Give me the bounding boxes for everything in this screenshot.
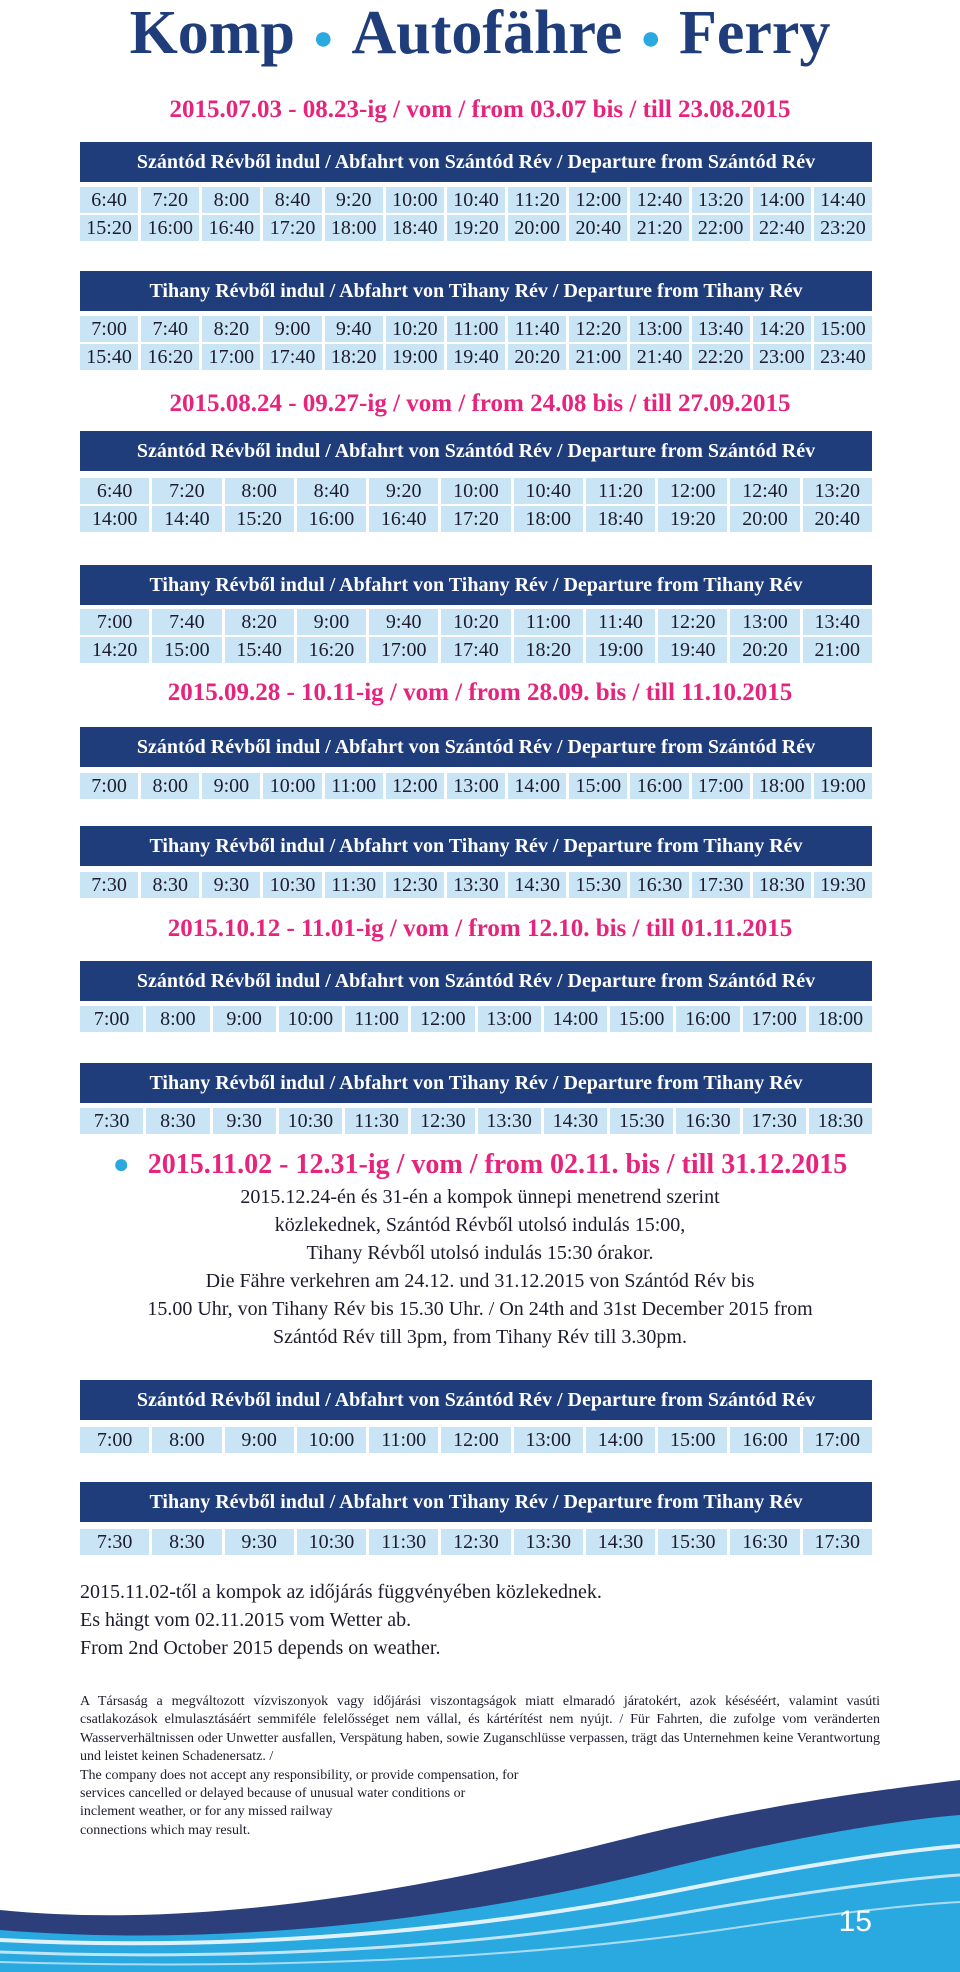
- departure-time-cell: 10:30: [263, 872, 321, 898]
- departure-time-cell: 12:00: [386, 773, 444, 799]
- departure-time-cell: 8:40: [263, 187, 321, 213]
- departure-time-cell: 8:00: [152, 1427, 221, 1453]
- departure-time-cell: 9:30: [225, 1529, 294, 1555]
- departure-time-cell: 8:30: [152, 1529, 221, 1555]
- departure-time-cell: 18:00: [325, 215, 383, 241]
- departure-time-cell: 7:40: [141, 316, 199, 342]
- departure-time-cell: 21:00: [803, 637, 872, 663]
- departure-time-cell: 7:00: [80, 316, 138, 342]
- departure-time-cell: 16:20: [297, 637, 366, 663]
- departure-time-cell: 17:30: [743, 1108, 806, 1134]
- departure-time-cell: 7:30: [80, 1529, 149, 1555]
- note-line: közlekednek, Szántód Révből utolsó indulás 15:00,: [274, 1214, 686, 1236]
- departure-time-cell: 19:00: [586, 637, 655, 663]
- departure-time-cell: 16:20: [141, 344, 199, 370]
- bullet-dot-icon: ●: [312, 19, 334, 57]
- timetable-row: [80, 215, 872, 241]
- departure-time-cell: 8:00: [225, 478, 294, 504]
- departure-time-cell: 10:00: [441, 478, 510, 504]
- tihany-departure-header: Tihany Révből indul / Abfahrt von Tihany Rév / Departure from Tihany Rév: [80, 826, 872, 866]
- weather-note: [80, 1578, 880, 1662]
- departure-time-cell: 16:30: [676, 1108, 739, 1134]
- departure-time-cell: 22:20: [692, 344, 750, 370]
- departure-time-cell: 14:40: [152, 506, 221, 532]
- tihany-departure-header: Tihany Révből indul / Abfahrt von Tihany Rév / Departure from Tihany Rév: [80, 565, 872, 605]
- departure-time-cell: 13:00: [478, 1006, 541, 1032]
- timetable-row: [80, 637, 872, 663]
- departure-time-cell: 7:20: [141, 187, 199, 213]
- departure-time-cell: 13:30: [478, 1108, 541, 1134]
- departure-time-cell: 11:00: [447, 316, 505, 342]
- departure-time-cell: 8:00: [141, 773, 199, 799]
- bullet-dot-icon: ●: [112, 1149, 130, 1180]
- departure-time-cell: 9:00: [225, 1427, 294, 1453]
- departure-time-cell: 19:40: [658, 637, 727, 663]
- period-label-final: [0, 1150, 960, 1180]
- departure-time-cell: 14:30: [508, 872, 566, 898]
- departure-time-cell: 18:30: [809, 1108, 872, 1134]
- departure-time-cell: 12:40: [630, 187, 688, 213]
- timetable-row: [80, 872, 872, 898]
- departure-time-cell: 16:40: [369, 506, 438, 532]
- departure-time-cell: 10:30: [297, 1529, 366, 1555]
- timetable-row: [80, 506, 872, 532]
- departure-time-cell: 14:00: [544, 1006, 607, 1032]
- departure-time-cell: 13:00: [630, 316, 688, 342]
- timetable-row: [80, 316, 872, 342]
- departure-time-cell: 6:40: [80, 187, 138, 213]
- departure-time-cell: 17:00: [202, 344, 260, 370]
- departure-time-cell: 16:00: [676, 1006, 739, 1032]
- departure-time-cell: 15:20: [80, 215, 138, 241]
- departure-time-cell: 15:40: [225, 637, 294, 663]
- departure-time-cell: 19:20: [658, 506, 727, 532]
- szantod-departure-header: Szántód Révből indul / Abfahrt von Szántód Rév / Departure from Szántód Rév: [80, 961, 872, 1001]
- note-line: Tihany Révből utolsó indulás 15:30 órakor.: [306, 1242, 654, 1264]
- timetable-row: [80, 609, 872, 635]
- departure-time-cell: 13:00: [730, 609, 799, 635]
- departure-time-cell: 16:30: [730, 1529, 799, 1555]
- tihany-departure-header: Tihany Révből indul / Abfahrt von Tihany Rév / Departure from Tihany Rév: [80, 1063, 872, 1103]
- departure-time-cell: 18:30: [753, 872, 811, 898]
- departure-time-cell: 20:40: [569, 215, 627, 241]
- departure-time-cell: 8:20: [225, 609, 294, 635]
- departure-time-cell: 21:00: [569, 344, 627, 370]
- disclaimer-line: inclement weather, or for any missed railway: [80, 1804, 333, 1820]
- departure-time-cell: 15:00: [610, 1006, 673, 1032]
- departure-time-cell: 11:00: [345, 1006, 408, 1032]
- departure-time-cell: 19:00: [814, 773, 872, 799]
- departure-time-cell: 10:00: [263, 773, 321, 799]
- departure-time-cell: 14:00: [508, 773, 566, 799]
- period-label: 2015.08.24 - 09.27-ig / vom / from 24.08 bis / till 27.09.2015: [169, 390, 791, 417]
- departure-time-cell: 15:00: [658, 1427, 727, 1453]
- departure-time-cell: 9:00: [202, 773, 260, 799]
- tihany-departure-header: Tihany Révből indul / Abfahrt von Tihany Rév / Departure from Tihany Rév: [80, 271, 872, 311]
- departure-time-cell: 12:30: [411, 1108, 474, 1134]
- departure-time-cell: 7:20: [152, 478, 221, 504]
- departure-time-cell: 9:00: [263, 316, 321, 342]
- departure-time-cell: 13:40: [803, 609, 872, 635]
- departure-time-cell: 20:00: [508, 215, 566, 241]
- page-number: 15: [838, 1905, 872, 1938]
- departure-time-cell: 11:00: [514, 609, 583, 635]
- departure-time-cell: 9:00: [297, 609, 366, 635]
- departure-time-cell: 14:20: [80, 637, 149, 663]
- departure-time-cell: 7:40: [152, 609, 221, 635]
- title-komp: Komp: [129, 0, 295, 67]
- departure-time-cell: 17:20: [441, 506, 510, 532]
- departure-time-cell: 15:30: [610, 1108, 673, 1134]
- departure-time-cell: 19:00: [386, 344, 444, 370]
- departure-time-cell: 10:20: [441, 609, 510, 635]
- departure-time-cell: 7:00: [80, 1006, 143, 1032]
- departure-time-cell: 16:00: [730, 1427, 799, 1453]
- timetable-row: [80, 1529, 872, 1555]
- departure-time-cell: 10:00: [279, 1006, 342, 1032]
- departure-time-cell: 12:20: [658, 609, 727, 635]
- departure-time-cell: 11:30: [369, 1529, 438, 1555]
- period-label-text: 2015.11.02 - 12.31-ig / vom / from 02.11. bis / till 31.12.2015: [147, 1149, 848, 1180]
- departure-time-cell: 19:20: [447, 215, 505, 241]
- period-label: 2015.09.28 - 10.11-ig / vom / from 28.09. bis / till 11.10.2015: [167, 679, 793, 706]
- timetable-row: [80, 773, 872, 799]
- departure-time-cell: 7:00: [80, 773, 138, 799]
- page-title: [0, 2, 960, 70]
- departure-time-cell: 15:30: [569, 872, 627, 898]
- departure-time-cell: 9:30: [213, 1108, 276, 1134]
- departure-time-cell: 11:20: [586, 478, 655, 504]
- period-label: 2015.10.12 - 11.01-ig / vom / from 12.10. bis / till 01.11.2015: [167, 915, 793, 942]
- departure-time-cell: 13:20: [692, 187, 750, 213]
- departure-time-cell: 20:20: [730, 637, 799, 663]
- departure-time-cell: 18:00: [809, 1006, 872, 1032]
- departure-time-cell: 12:00: [569, 187, 627, 213]
- departure-time-cell: 21:20: [630, 215, 688, 241]
- departure-time-cell: 17:30: [803, 1529, 872, 1555]
- departure-time-cell: 13:00: [447, 773, 505, 799]
- departure-time-cell: 17:00: [369, 637, 438, 663]
- departure-time-cell: 12:00: [411, 1006, 474, 1032]
- timetable-row: [80, 478, 872, 504]
- departure-time-cell: 18:40: [586, 506, 655, 532]
- timetable-row: [80, 187, 872, 213]
- departure-time-cell: 15:20: [225, 506, 294, 532]
- departure-time-cell: 16:40: [202, 215, 260, 241]
- departure-time-cell: 22:00: [692, 215, 750, 241]
- departure-time-cell: 10:20: [386, 316, 444, 342]
- departure-time-cell: 11:40: [586, 609, 655, 635]
- departure-time-cell: 9:40: [369, 609, 438, 635]
- period-label: 2015.07.03 - 08.23-ig / vom / from 03.07 bis / till 23.08.2015: [169, 96, 791, 123]
- timetable-row: [80, 1006, 872, 1032]
- departure-time-cell: 14:00: [586, 1427, 655, 1453]
- departure-time-cell: 13:40: [692, 316, 750, 342]
- departure-time-cell: 8:00: [146, 1006, 209, 1032]
- weather-note-line: 2015.11.02-től a kompok az időjárás függvényében közlekednek.: [80, 1581, 602, 1603]
- departure-time-cell: 11:30: [325, 872, 383, 898]
- departure-time-cell: 8:00: [202, 187, 260, 213]
- bullet-dot-icon: ●: [640, 19, 661, 57]
- szantod-departure-header: Szántód Révből indul / Abfahrt von Szántód Rév / Departure from Szántód Rév: [80, 727, 872, 767]
- departure-time-cell: 12:00: [441, 1427, 510, 1453]
- title-autofahre: Autofähre: [351, 0, 623, 67]
- szantod-departure-header: Szántód Révből indul / Abfahrt von Szántód Rév / Departure from Szántód Rév: [80, 142, 872, 182]
- departure-time-cell: 17:00: [743, 1006, 806, 1032]
- timetable-row: [80, 1427, 872, 1453]
- departure-time-cell: 10:40: [514, 478, 583, 504]
- weather-note-line: From 2nd October 2015 depends on weather.: [80, 1637, 441, 1659]
- departure-time-cell: 19:40: [447, 344, 505, 370]
- departure-time-cell: 8:20: [202, 316, 260, 342]
- departure-time-cell: 16:00: [630, 773, 688, 799]
- departure-time-cell: 14:40: [814, 187, 872, 213]
- departure-time-cell: 18:00: [514, 506, 583, 532]
- departure-time-cell: 18:40: [386, 215, 444, 241]
- departure-time-cell: 15:00: [814, 316, 872, 342]
- departure-time-cell: 20:00: [730, 506, 799, 532]
- departure-time-cell: 20:20: [508, 344, 566, 370]
- departure-time-cell: 22:40: [753, 215, 811, 241]
- departure-time-cell: 14:20: [753, 316, 811, 342]
- note-line: 15.00 Uhr, von Tihany Rév bis 15.30 Uhr. / On 24th and 31st December 2015 from: [147, 1298, 813, 1320]
- departure-time-cell: 15:40: [80, 344, 138, 370]
- departure-time-cell: 14:00: [753, 187, 811, 213]
- szantod-departure-header: Szántód Révből indul / Abfahrt von Szántód Rév / Departure from Szántód Rév: [80, 1380, 872, 1420]
- departure-time-cell: 9:20: [369, 478, 438, 504]
- departure-time-cell: 18:20: [325, 344, 383, 370]
- departure-time-cell: 13:30: [447, 872, 505, 898]
- departure-time-cell: 15:00: [569, 773, 627, 799]
- departure-time-cell: 12:20: [569, 316, 627, 342]
- departure-time-cell: 15:00: [152, 637, 221, 663]
- disclaimer-line: connections which may result.: [80, 1822, 251, 1838]
- departure-time-cell: 17:00: [692, 773, 750, 799]
- departure-time-cell: 9:30: [202, 872, 260, 898]
- departure-time-cell: 17:00: [803, 1427, 872, 1453]
- departure-time-cell: 12:30: [386, 872, 444, 898]
- departure-time-cell: 17:40: [263, 344, 321, 370]
- departure-time-cell: 10:40: [447, 187, 505, 213]
- holiday-note: [80, 1183, 880, 1351]
- departure-time-cell: 23:40: [814, 344, 872, 370]
- departure-time-cell: 17:20: [263, 215, 321, 241]
- departure-time-cell: 7:00: [80, 1427, 149, 1453]
- departure-time-cell: 9:40: [325, 316, 383, 342]
- departure-time-cell: 11:00: [369, 1427, 438, 1453]
- departure-time-cell: 21:40: [630, 344, 688, 370]
- note-line: 2015.12.24-én és 31-én a kompok ünnepi menetrend szerint: [240, 1186, 720, 1208]
- departure-time-cell: 9:20: [325, 187, 383, 213]
- departure-time-cell: 15:30: [658, 1529, 727, 1555]
- departure-time-cell: 16:00: [297, 506, 366, 532]
- note-line: Szántód Rév till 3pm, from Tihany Rév till 3.30pm.: [273, 1326, 687, 1348]
- disclaimer-line: services cancelled or delayed because of unusual water conditions or: [80, 1786, 466, 1802]
- disclaimer-line: The company does not accept any responsibility, or provide compensation, for: [80, 1767, 519, 1783]
- departure-time-cell: 20:40: [803, 506, 872, 532]
- timetable-row: [80, 344, 872, 370]
- tihany-departure-header: Tihany Révből indul / Abfahrt von Tihany Rév / Departure from Tihany Rév: [80, 1482, 872, 1522]
- departure-time-cell: 14:00: [80, 506, 149, 532]
- departure-time-cell: 11:00: [325, 773, 383, 799]
- disclaimer-paragraph: A Társaság a megváltozott vízviszonyok vagy időjárási viszontagságok miatt elmaradó járatokért, azok késéséért, valamint vasúti csatlakozások elmulasztásáért semmiféle felelősséget nem vállal, és kártérítést nem nyújt. / Für Fahrten, die zufolge vom veränderten Wasserverhältnissen oder Unwetter ausfallen, Verspätung haben, sowie Zuganschlüsse verpassen, trägt das Unternehmen keine Verantwortung und leistet keinen Schadenersatz. /: [80, 1694, 880, 1765]
- departure-time-cell: 6:40: [80, 478, 149, 504]
- departure-time-cell: 12:40: [730, 478, 799, 504]
- departure-time-cell: 12:30: [441, 1529, 510, 1555]
- departure-time-cell: 18:20: [514, 637, 583, 663]
- departure-time-cell: 11:30: [345, 1108, 408, 1134]
- departure-time-cell: 16:30: [630, 872, 688, 898]
- departure-time-cell: 10:30: [279, 1108, 342, 1134]
- departure-time-cell: 10:00: [297, 1427, 366, 1453]
- szantod-departure-header: Szántód Révből indul / Abfahrt von Szántód Rév / Departure from Szántód Rév: [80, 431, 872, 471]
- departure-time-cell: 7:30: [80, 872, 138, 898]
- timetable-row: [80, 1108, 872, 1134]
- departure-time-cell: 23:00: [753, 344, 811, 370]
- departure-time-cell: 13:00: [514, 1427, 583, 1453]
- departure-time-cell: 10:00: [386, 187, 444, 213]
- departure-time-cell: 7:00: [80, 609, 149, 635]
- departure-time-cell: 11:20: [508, 187, 566, 213]
- departure-time-cell: 8:30: [146, 1108, 209, 1134]
- departure-time-cell: 8:30: [141, 872, 199, 898]
- wave-decoration: [0, 1780, 960, 1972]
- departure-time-cell: 23:20: [814, 215, 872, 241]
- departure-time-cell: 16:00: [141, 215, 199, 241]
- departure-time-cell: 17:40: [441, 637, 510, 663]
- weather-note-line: Es hängt vom 02.11.2015 vom Wetter ab.: [80, 1609, 412, 1631]
- departure-time-cell: 17:30: [692, 872, 750, 898]
- departure-time-cell: 8:40: [297, 478, 366, 504]
- note-line: Die Fähre verkehren am 24.12. und 31.12.2015 von Szántód Rév bis: [205, 1270, 755, 1292]
- departure-time-cell: 13:30: [514, 1529, 583, 1555]
- departure-time-cell: 19:30: [814, 872, 872, 898]
- departure-time-cell: 9:00: [213, 1006, 276, 1032]
- departure-time-cell: 11:40: [508, 316, 566, 342]
- departure-time-cell: 18:00: [753, 773, 811, 799]
- departure-time-cell: 13:20: [803, 478, 872, 504]
- departure-time-cell: 7:30: [80, 1108, 143, 1134]
- departure-time-cell: 14:30: [586, 1529, 655, 1555]
- departure-time-cell: 12:00: [658, 478, 727, 504]
- title-ferry: Ferry: [678, 0, 831, 67]
- departure-time-cell: 14:30: [544, 1108, 607, 1134]
